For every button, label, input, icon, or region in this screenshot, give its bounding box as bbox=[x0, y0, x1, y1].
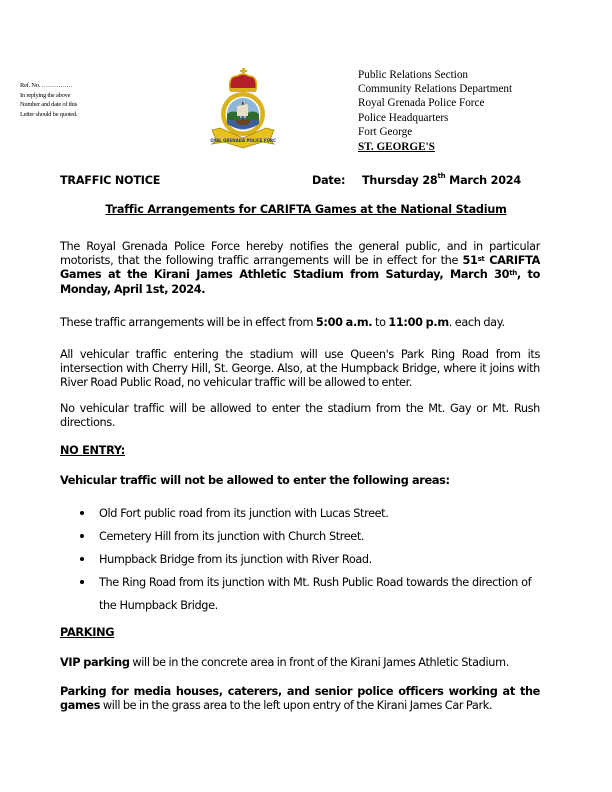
bullet-icon bbox=[80, 534, 84, 538]
media-parking-label: Parking for media houses, caterers, and senior police officers working at the games bbox=[60, 685, 540, 713]
address-block bbox=[358, 68, 512, 154]
list-item-text: Humpback Bridge from its junction with River Road. bbox=[99, 553, 372, 566]
access-route-paragraph: All vehicular traffic entering the stadium will use Queen's Park Ring Road from its intersection with Cherry Hill, St. George. Also, at the Humpback Bridge, where it joins with River Road Public Road, no vehicular traffic will be allowed to enter. bbox=[60, 348, 540, 390]
address-line-2: Community Relations Department bbox=[358, 83, 513, 96]
svg-text:ROYAL GRENADA POLICE FORCE: ROYAL GRENADA POLICE FORCE bbox=[210, 138, 276, 143]
list-item bbox=[80, 571, 542, 617]
bullet-icon bbox=[80, 557, 84, 561]
notice-title: TRAFFIC NOTICE bbox=[60, 174, 161, 187]
bullet-icon bbox=[80, 580, 84, 584]
police-crest-icon bbox=[210, 68, 276, 150]
ref-number: Ref. No. …………… bbox=[20, 82, 73, 89]
hours-text-b: to bbox=[372, 316, 389, 329]
event-edition: 51 bbox=[462, 254, 478, 268]
hours-text-a: These traffic arrangements will be in effect from bbox=[60, 316, 316, 329]
event-venue-dates: CARIFTA Games at the Kirani James Athletic Stadium from Saturday, March 30 bbox=[60, 254, 540, 282]
list-item-text: Old Fort public road from its junction with Lucas Street. bbox=[99, 507, 389, 520]
media-parking-text: will be in the grass area to the left upon entry of the Kirani James Car Park. bbox=[100, 699, 493, 713]
hours-paragraph bbox=[60, 316, 540, 330]
address-line-3: Royal Grenada Police Force bbox=[358, 97, 485, 110]
list-item-text: Cemetery Hill from its junction with Church Street. bbox=[99, 530, 365, 543]
restricted-directions-paragraph: No vehicular traffic will be allowed to enter the stadium from the Mt. Gay or Mt. Rush directions. bbox=[60, 402, 540, 430]
parking-heading: PARKING bbox=[60, 626, 115, 639]
vip-parking-paragraph bbox=[60, 656, 540, 670]
document-heading: Traffic Arrangements for CARIFTA Games at the National Stadium bbox=[105, 203, 507, 216]
address-line-5: Fort George bbox=[358, 125, 413, 138]
vip-parking-text: will be in the concrete area in front of the Kirani James Athletic Stadium. bbox=[129, 656, 509, 669]
hours-text-c: . each day. bbox=[448, 316, 505, 329]
date-suffix-th: th bbox=[509, 269, 517, 278]
no-entry-list bbox=[80, 502, 542, 617]
date-month-year: March 2024 bbox=[445, 174, 521, 187]
intro-text: The Royal Grenada Police Force hereby notifies the general public, and in particular motorists, that the following traffic arrangements will be in effect for the bbox=[60, 240, 540, 268]
event-end-date: , to Monday, April 1st, 2024. bbox=[60, 268, 540, 296]
vip-parking-label: VIP parking bbox=[60, 656, 130, 669]
edition-suffix: st bbox=[477, 255, 485, 264]
end-time: 11:00 p.m bbox=[388, 316, 449, 329]
reference-block bbox=[20, 81, 77, 119]
ref-instruction-line-3: Letter should be quoted. bbox=[20, 110, 78, 118]
date-day: Thursday 28 bbox=[362, 174, 438, 187]
intro-paragraph bbox=[60, 240, 540, 297]
address-line-4: Police Headquarters bbox=[358, 111, 449, 124]
date-label: Date: bbox=[312, 174, 346, 187]
no-entry-heading: NO ENTRY: bbox=[60, 444, 125, 457]
address-city: ST. GEORGE'S bbox=[358, 141, 435, 154]
list-item-text: The Ring Road from its junction with Mt. Rush Public Road towards the direction of the Humpback Bridge. bbox=[99, 576, 532, 612]
no-entry-lead: Vehicular traffic will not be allowed to enter the following areas: bbox=[60, 474, 450, 487]
ref-instruction-line-2: Number and date of this bbox=[20, 101, 78, 108]
date-value bbox=[362, 174, 521, 187]
list-item bbox=[80, 548, 542, 571]
start-time: 5:00 a.m. bbox=[315, 316, 373, 329]
bullet-icon bbox=[80, 511, 84, 515]
ref-instruction-line-1: In replying the above bbox=[20, 91, 71, 99]
list-item bbox=[80, 525, 542, 548]
list-item bbox=[80, 502, 542, 525]
date-suffix: th bbox=[437, 172, 446, 180]
address-line-1: Public Relations Section bbox=[358, 69, 469, 81]
media-parking-paragraph bbox=[60, 685, 540, 713]
